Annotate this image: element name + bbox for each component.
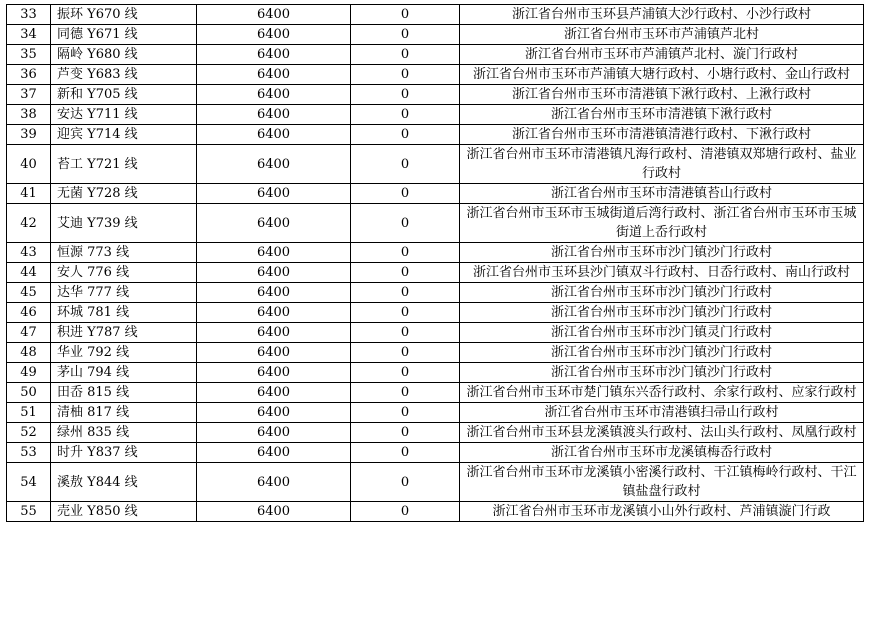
value-a: 6400 <box>197 323 351 343</box>
line-name: 积进 Y787 线 <box>51 323 197 343</box>
value-a: 6400 <box>197 463 351 502</box>
location: 浙江省台州市玉环市沙门镇灵门行政村 <box>460 323 864 343</box>
value-a: 6400 <box>197 263 351 283</box>
table-body <box>7 5 864 522</box>
table-row <box>7 145 864 184</box>
row-index: 35 <box>7 45 51 65</box>
location: 浙江省台州市玉环市清港镇凡海行政村、清港镇双郑塘行政村、盐业行政村 <box>460 145 864 184</box>
value-a: 6400 <box>197 204 351 243</box>
value-a: 6400 <box>197 383 351 403</box>
table-row <box>7 403 864 423</box>
row-index: 50 <box>7 383 51 403</box>
value-a: 6400 <box>197 283 351 303</box>
table-row <box>7 323 864 343</box>
table-row <box>7 184 864 204</box>
value-b: 0 <box>351 45 460 65</box>
value-b: 0 <box>351 403 460 423</box>
location: 浙江省台州市玉环市清港镇清港行政村、下湫行政村 <box>460 125 864 145</box>
value-b: 0 <box>351 283 460 303</box>
value-b: 0 <box>351 105 460 125</box>
row-index: 34 <box>7 25 51 45</box>
row-index: 47 <box>7 323 51 343</box>
line-name: 田岙 815 线 <box>51 383 197 403</box>
table-row <box>7 463 864 502</box>
value-b: 0 <box>351 363 460 383</box>
value-b: 0 <box>351 423 460 443</box>
line-name: 无菌 Y728 线 <box>51 184 197 204</box>
row-index: 44 <box>7 263 51 283</box>
table-row <box>7 423 864 443</box>
table-row <box>7 125 864 145</box>
value-a: 6400 <box>197 105 351 125</box>
value-b: 0 <box>351 5 460 25</box>
table-row <box>7 303 864 323</box>
value-a: 6400 <box>197 45 351 65</box>
value-b: 0 <box>351 145 460 184</box>
line-name: 新和 Y705 线 <box>51 85 197 105</box>
location: 浙江省台州市玉环市沙门镇沙门行政村 <box>460 343 864 363</box>
value-a: 6400 <box>197 85 351 105</box>
value-a: 6400 <box>197 145 351 184</box>
row-index: 43 <box>7 243 51 263</box>
data-table <box>6 4 864 522</box>
value-a: 6400 <box>197 5 351 25</box>
line-name: 同德 Y671 线 <box>51 25 197 45</box>
value-b: 0 <box>351 184 460 204</box>
line-name: 达华 777 线 <box>51 283 197 303</box>
line-name: 华业 792 线 <box>51 343 197 363</box>
location: 浙江省台州市玉环市龙溪镇梅岙行政村 <box>460 443 864 463</box>
location: 浙江省台州市玉环市沙门镇沙门行政村 <box>460 303 864 323</box>
row-index: 53 <box>7 443 51 463</box>
table-row <box>7 45 864 65</box>
value-b: 0 <box>351 323 460 343</box>
value-b: 0 <box>351 263 460 283</box>
line-name: 芦变 Y683 线 <box>51 65 197 85</box>
row-index: 39 <box>7 125 51 145</box>
value-a: 6400 <box>197 363 351 383</box>
location: 浙江省台州市玉环市清港镇苔山行政村 <box>460 184 864 204</box>
line-name: 艾迪 Y739 线 <box>51 204 197 243</box>
row-index: 52 <box>7 423 51 443</box>
value-a: 6400 <box>197 25 351 45</box>
location: 浙江省台州市玉环市沙门镇沙门行政村 <box>460 243 864 263</box>
line-name: 迎宾 Y714 线 <box>51 125 197 145</box>
table-row <box>7 383 864 403</box>
location: 浙江省台州市玉环市龙溪镇小密溪行政村、干江镇梅岭行政村、干江镇盐盘行政村 <box>460 463 864 502</box>
value-b: 0 <box>351 383 460 403</box>
location: 浙江省台州市玉环市芦浦镇芦北村、漩门行政村 <box>460 45 864 65</box>
table-row <box>7 243 864 263</box>
value-a: 6400 <box>197 184 351 204</box>
row-index: 40 <box>7 145 51 184</box>
line-name: 茅山 794 线 <box>51 363 197 383</box>
value-a: 6400 <box>197 125 351 145</box>
value-b: 0 <box>351 343 460 363</box>
row-index: 41 <box>7 184 51 204</box>
value-b: 0 <box>351 85 460 105</box>
table-row <box>7 263 864 283</box>
row-index: 54 <box>7 463 51 502</box>
row-index: 46 <box>7 303 51 323</box>
line-name: 苔工 Y721 线 <box>51 145 197 184</box>
location: 浙江省台州市玉环市清港镇扫帚山行政村 <box>460 403 864 423</box>
table-row <box>7 85 864 105</box>
value-a: 6400 <box>197 443 351 463</box>
table-row <box>7 363 864 383</box>
table-row <box>7 283 864 303</box>
value-a: 6400 <box>197 423 351 443</box>
row-index: 36 <box>7 65 51 85</box>
row-index: 48 <box>7 343 51 363</box>
line-name: 安人 776 线 <box>51 263 197 283</box>
location: 浙江省台州市玉环市芦浦镇芦北村 <box>460 25 864 45</box>
value-b: 0 <box>351 443 460 463</box>
line-name: 绿州 835 线 <box>51 423 197 443</box>
line-name: 売业 Y850 线 <box>51 502 197 522</box>
table-row <box>7 443 864 463</box>
table-row <box>7 105 864 125</box>
location: 浙江省台州市玉环县沙门镇双斗行政村、日岙行政村、南山行政村 <box>460 263 864 283</box>
location: 浙江省台州市玉环市清港镇下湫行政村 <box>460 105 864 125</box>
value-a: 6400 <box>197 303 351 323</box>
location: 浙江省台州市玉环市龙溪镇小山外行政村、芦浦镇漩门行政 <box>460 502 864 522</box>
value-b: 0 <box>351 65 460 85</box>
line-name: 溪敖 Y844 线 <box>51 463 197 502</box>
value-a: 6400 <box>197 343 351 363</box>
row-index: 55 <box>7 502 51 522</box>
location: 浙江省台州市玉环市沙门镇沙门行政村 <box>460 363 864 383</box>
location: 浙江省台州市玉环县龙溪镇渡头行政村、法山头行政村、凤凰行政村 <box>460 423 864 443</box>
location: 浙江省台州市玉环市沙门镇沙门行政村 <box>460 283 864 303</box>
value-a: 6400 <box>197 502 351 522</box>
value-a: 6400 <box>197 65 351 85</box>
table-row <box>7 5 864 25</box>
row-index: 42 <box>7 204 51 243</box>
line-name: 安达 Y711 线 <box>51 105 197 125</box>
location: 浙江省台州市玉环市楚门镇东兴岙行政村、余家行政村、应家行政村 <box>460 383 864 403</box>
value-b: 0 <box>351 125 460 145</box>
line-name: 隔岭 Y680 线 <box>51 45 197 65</box>
row-index: 49 <box>7 363 51 383</box>
location: 浙江省台州市玉环市玉城街道后湾行政村、浙江省台州市玉环市玉城街道上岙行政村 <box>460 204 864 243</box>
location: 浙江省台州市玉环县芦浦镇大沙行政村、小沙行政村 <box>460 5 864 25</box>
row-index: 45 <box>7 283 51 303</box>
row-index: 51 <box>7 403 51 423</box>
value-a: 6400 <box>197 403 351 423</box>
value-b: 0 <box>351 463 460 502</box>
line-name: 恒源 773 线 <box>51 243 197 263</box>
table-row <box>7 204 864 243</box>
value-a: 6400 <box>197 243 351 263</box>
line-name: 时升 Y837 线 <box>51 443 197 463</box>
location: 浙江省台州市玉环市清港镇下湫行政村、上湫行政村 <box>460 85 864 105</box>
line-name: 振环 Y670 线 <box>51 5 197 25</box>
value-b: 0 <box>351 502 460 522</box>
table-row <box>7 502 864 522</box>
row-index: 33 <box>7 5 51 25</box>
value-b: 0 <box>351 303 460 323</box>
value-b: 0 <box>351 25 460 45</box>
table-row <box>7 25 864 45</box>
table-row <box>7 65 864 85</box>
value-b: 0 <box>351 204 460 243</box>
line-name: 清柚 817 线 <box>51 403 197 423</box>
row-index: 37 <box>7 85 51 105</box>
location: 浙江省台州市玉环市芦浦镇大塘行政村、小塘行政村、金山行政村 <box>460 65 864 85</box>
table-row <box>7 343 864 363</box>
line-name: 环城 781 线 <box>51 303 197 323</box>
row-index: 38 <box>7 105 51 125</box>
value-b: 0 <box>351 243 460 263</box>
